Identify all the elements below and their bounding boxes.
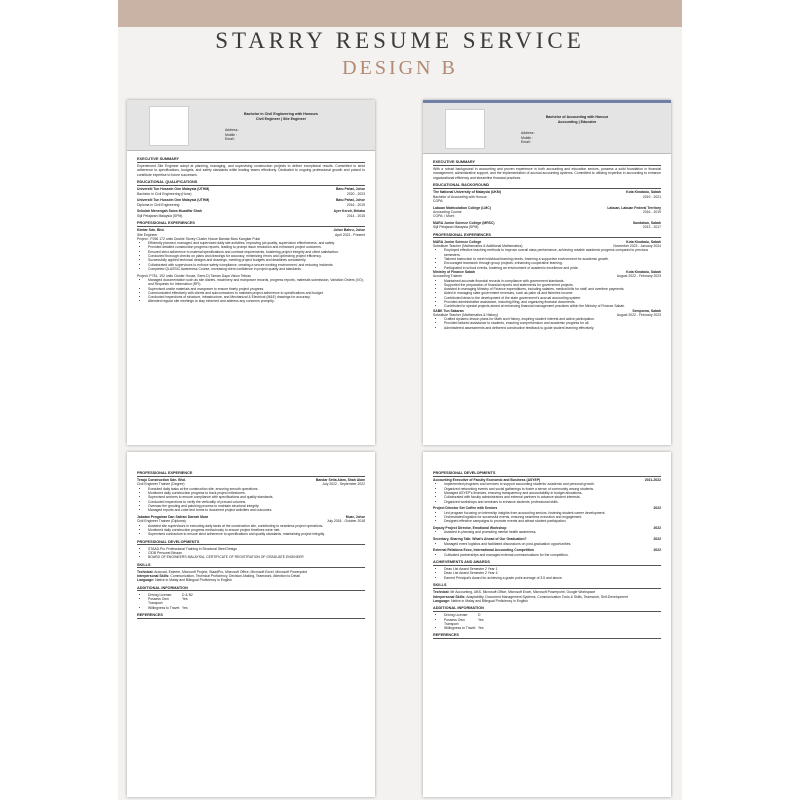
photo-placeholder xyxy=(445,109,485,149)
list-item: • Managed ASYEP's finances, ensuring transparency and accountability in budget allocations. xyxy=(444,491,661,495)
edu-school: Sekolah Menengah Sains Muzaffar Shah xyxy=(137,209,202,214)
list-item: • Contributed to special projects aimed at enhancing financial management practices within the Ministry of Finance Sabah. xyxy=(444,304,661,308)
exp-title: Site Engineer xyxy=(137,232,158,237)
info-key: • Driving License: xyxy=(444,613,469,618)
list-item: • Assisted in planning and promoting mental health awareness. xyxy=(444,530,661,534)
section-heading: PROFESSIONAL EXPERIENCES xyxy=(433,233,661,239)
dev-year: 2022 xyxy=(653,526,661,531)
list-item: • Completed QLASSIC Awareness Course, increasing client confidence in project quality and standards. xyxy=(148,267,365,271)
edu-years: 2014 - 2015 xyxy=(346,213,365,218)
resume-page-civil-engineer xyxy=(127,100,375,445)
job-date: July 2018 - October 2018 xyxy=(326,519,365,524)
list-item: • Implemented programs and services to support accounting students' academic and personal growth. xyxy=(444,482,661,486)
role-text: Accounting | Educator xyxy=(557,120,597,124)
dev-year: 2021-2022 xyxy=(644,478,661,483)
list-item: • Assisted site supervisors in executing daily tasks at the construction site, contributing to seamless project operations. xyxy=(148,524,365,528)
resume-header xyxy=(423,100,671,154)
skill-value: Mr Accounting, UBS, Microsoft Office, Microsoft Excel, Microsoft Powerpoint, Google Workspace xyxy=(450,590,596,595)
dev-title: External Relations Exco, International Accounting Competition xyxy=(433,548,535,553)
edu-place: Sandakan, Sabah xyxy=(632,221,661,226)
edu-place: Labuan, Labuan Federal Territory xyxy=(607,205,661,210)
list-item: • Dean List Award Semester 2 Year 1 xyxy=(444,567,661,571)
exp-place: Johor Bahru, Johor xyxy=(333,228,365,233)
contact-email: Email : xyxy=(521,140,532,145)
info-key: • Driving License: xyxy=(148,592,173,597)
list-item: • Designed effective campaigns to promote events and attract student participation. xyxy=(444,519,661,523)
list-item: • Supervised contractors to ensure strict adherence to specifications and quality standards, maintaining project integrity. xyxy=(148,532,365,536)
resume-body xyxy=(423,452,671,639)
summary-text: With a robust background in accounting and proven experience in both accounting and education sectors, possess a solid foundation in financial management, administrative support, and the implementation of accrual accounting systems. Committed to utilizing expertise in accounting to enhance organizational efficiency and streamline financial practices. xyxy=(433,167,661,180)
job-entry xyxy=(433,270,661,309)
edu-place: Kota Kinabalu, Sabah xyxy=(626,190,661,195)
bullet-list xyxy=(433,279,661,309)
job-title: Substitute Teacher (Mathematics & Additional Mathematics) xyxy=(433,244,523,249)
list-item: • Ensured strict adherence to material specifications and contract requirements, bolstering project integrity and client satisfaction. xyxy=(148,250,365,254)
section-heading: ADDITIONAL INFORMATION xyxy=(137,586,365,592)
list-item: • Provided detailed construction progress reports, leading to prompt issue resolution and enhanced project outcomes. xyxy=(148,245,365,249)
skill-label: Technical: xyxy=(137,569,154,574)
job-date: August 2022 - February 2023 xyxy=(616,274,661,279)
list-item: • Cultivated partnerships and managed external communications for the competition. xyxy=(444,553,661,557)
edu-school: The National University of Malaysia (UKM) xyxy=(433,190,501,195)
edu-school: Labuan Matriculation College (LMC) xyxy=(433,205,491,210)
skill-label: Language: xyxy=(433,598,451,603)
section-heading: REFERENCES xyxy=(137,613,365,619)
list-item: • Aided in managing state government revenues, such as palm oil and fisheries income. xyxy=(444,291,661,295)
contact-email: Email : xyxy=(225,137,236,142)
bullet-list xyxy=(137,593,365,610)
list-item: • Supervised onsite materials and manpower to ensure timely project progress. xyxy=(148,287,365,291)
edu-entry xyxy=(433,190,661,203)
skill-value: Communication, Technical Proficiency, Decision-Making, Teamwork, Attention to Detail xyxy=(170,574,300,579)
bullet-list xyxy=(137,524,365,537)
info-key: • Willingness to Travel: xyxy=(444,626,477,631)
exp-company: Kimtar Sdn. Bhd. xyxy=(137,228,165,233)
list-item: • Led program focusing on internship insights from accounting seniors, fostering student career development. xyxy=(444,511,661,515)
list-item: • Managed reports and cube test forms to document project activities and outcomes. xyxy=(148,508,365,512)
info-value: D & B2 xyxy=(182,592,193,597)
list-item: • Monitored daily construction progress to track project milestones. xyxy=(148,491,365,495)
list-item: • Conducted inspections to verify the verticality of precast columns. xyxy=(148,500,365,504)
job-company: MARA Junior Science College xyxy=(433,239,482,244)
info-value: Yes xyxy=(182,597,188,602)
info-value: Yes xyxy=(478,626,484,631)
list-item: • Supported the preparation of financial reports and statements for government projects. xyxy=(444,283,661,287)
resume-body xyxy=(423,154,671,330)
skill-label: Interpersonal Skills: xyxy=(137,574,170,579)
job-date: July 2022 - September 2022 xyxy=(322,482,365,487)
skill-value: Adaptability, Document Management Systems, Communication Tools & Skills, Teamwork, Self-Development xyxy=(466,594,628,599)
dev-entry xyxy=(433,506,661,523)
dev-title: Project Director Set Coffee with Seniors xyxy=(433,506,498,511)
list-item: • Conducted thorough checks on plans and drawings for accuracy, minimizing errors and optimizing project efficiency. xyxy=(148,254,365,258)
bullet-list xyxy=(137,241,365,271)
dev-entry xyxy=(433,548,661,557)
skill-line xyxy=(137,578,365,582)
skill-value: Native in Malay and Bilingual Proficiency in English xyxy=(155,578,232,583)
contact-mobile: Mobile : xyxy=(521,135,533,140)
edu-course: Accounting Course xyxy=(433,209,462,214)
section-heading: PROFESSIONAL DEVELOPMENTS xyxy=(433,471,661,477)
info-key: • Willingness to Travel: xyxy=(148,605,181,610)
bullet-list xyxy=(137,278,365,304)
skill-line xyxy=(433,599,661,603)
bullet-list xyxy=(433,567,661,580)
job-place: Kota Kinabalu, Sabah xyxy=(626,269,661,274)
list-item: • Supervised workers to ensure compliance with specifications and quality standards. xyxy=(148,495,365,499)
list-item: • Conducted inspections of structure, infrastructure, and Mechanical & Electrical (M&E) drawings for accuracy. xyxy=(148,295,365,299)
list-item: • Encouraged teamwork through group projects, enhancing cooperative learning. xyxy=(444,261,661,265)
list-item: • Attended regular site meetings to stay informed and address any concerns promptly. xyxy=(148,299,365,303)
skill-label: Technical: xyxy=(433,590,450,595)
list-item xyxy=(444,618,661,627)
section-heading: ACHIEVEMENTS AND AWARDS xyxy=(433,560,661,566)
skill-value: Native in Malay and Bilingual Proficiency in English xyxy=(451,598,528,603)
list-item: • Executed daily tasks at the construction site, ensuring smooth operations. xyxy=(148,487,365,491)
resume-page-accounting xyxy=(423,100,671,445)
resume-body xyxy=(127,151,375,304)
edu-course: Diploma in Civil Engineering xyxy=(137,202,180,207)
edu-extra: CGPA: xyxy=(433,198,444,203)
info-key: • Possess Own Transport: xyxy=(148,597,169,606)
job-date: August 2022 - February 2023 xyxy=(616,312,661,317)
edu-place: Batu Pahat, Johor xyxy=(335,187,365,192)
list-item: • Tailored instruction to meet individual learning needs, fostering a supportive environment for academic growth. xyxy=(444,257,661,261)
list-item: • Monitored daily construction progress meticulously to ensure project timelines were met. xyxy=(148,528,365,532)
list-item: • Orchestrated logistics for successful events, ensuring seamless execution and engagement. xyxy=(444,515,661,519)
project-title: Project: P781, 192 units Cluster House, Semi-D) Taman Daya Vision Tebrau xyxy=(137,273,252,278)
list-item: • Communicated effectively with clients and subcontractors to maintain project adherence to specifications and budget. xyxy=(148,291,365,295)
contact-block xyxy=(225,128,239,142)
list-item: • Managed documentation such as site diaries, machinery and manpower records, progress reports, materials submission, Variation Orders (VO), and Requests for Information (RFI). xyxy=(148,278,365,287)
resume-header xyxy=(127,100,375,151)
edu-school: Universiti Tun Hussein Onn Malaysia (UTHM) xyxy=(137,198,210,203)
edu-years: 2013 - 2017 xyxy=(642,225,661,230)
design-subtitle: DESIGN B xyxy=(342,57,458,79)
photo-placeholder xyxy=(149,106,189,146)
section-heading: EDUCATIONAL QUALIFICATIONS xyxy=(137,180,365,186)
list-item: • Efficiently planned, managed, and supervised daily site activities, improving job quality, supervision effectiveness, and safety. xyxy=(148,241,365,245)
dev-title: Accounting Executive of Faculty Economic and Business (ASYEP) xyxy=(433,478,541,483)
bullet-list xyxy=(433,248,661,269)
list-item: • Assisted in managing Ministry of Finance expenditures, including salaries, medical bills for staff, and overtime payments. xyxy=(444,287,661,291)
list-item: • Participated in school events, fostering an environment of academic excellence and pride. xyxy=(444,266,661,270)
dev-year: 2022 xyxy=(653,506,661,511)
list-item: • BOARD OF ENGINEERS MALAYSIA, CERTIFICATE OF REGISTRATION OF GRADUATE ENGINEER xyxy=(148,555,365,559)
list-item: • Provided tailored assistance to students, ensuring comprehension and academic progress for all. xyxy=(444,321,661,325)
job-title: Substitute Teacher (Mathematics & History) xyxy=(433,312,499,317)
edu-years: 2016 - 2019 xyxy=(642,209,661,214)
edu-entry xyxy=(137,187,365,196)
list-item: • Collaborated with faculty administrators and external partners to advance student interests. xyxy=(444,495,661,499)
job-entry xyxy=(137,478,365,512)
resume-page-civil-engineer-2 xyxy=(127,452,375,797)
edu-extra: CGPA: / Muet: xyxy=(433,214,455,219)
degree-title xyxy=(493,115,661,125)
list-item xyxy=(148,597,365,606)
job-company: SABK Tun Sakaran xyxy=(433,308,464,313)
section-heading: PROFESSIONAL EXPERIENCES xyxy=(137,221,365,227)
degree-text: Bachelor in Civil Engineering with Honours xyxy=(244,112,318,116)
job-company: Ministry of Finance Sabah xyxy=(433,269,476,274)
dev-entry xyxy=(433,537,661,546)
dev-title: Secretary, Sharing Talk: What's Ahead of Our Graduation? xyxy=(433,537,527,542)
bullet-list xyxy=(433,482,661,503)
top-banner-bar xyxy=(118,0,682,27)
degree-title xyxy=(197,112,365,122)
list-item xyxy=(444,626,661,630)
section-heading: REFERENCES xyxy=(433,633,661,639)
list-item: • Dean List Award Semester 2 Year 4 xyxy=(444,571,661,575)
dev-title: Deputy Project Director, Emotional Workshop xyxy=(433,526,507,531)
exp-date: April 2023 - Present xyxy=(335,232,365,237)
job-place: Muar, Johor xyxy=(345,515,365,520)
bullet-list xyxy=(433,317,661,330)
list-item: • Provided administrative assistance, including filing, and organizing financial documents. xyxy=(444,300,661,304)
bullet-list xyxy=(137,547,365,560)
list-item xyxy=(148,606,365,610)
job-date: November 2023 - January 2024 xyxy=(613,244,661,249)
project-title: Project : P256 172 units Double Storey Cluster House Bandar Baru Kangkar Pulai xyxy=(137,236,260,241)
info-value: D xyxy=(478,613,481,618)
edu-school: MARA Junior Science College (MRSC) xyxy=(433,221,495,226)
job-entry xyxy=(433,309,661,330)
info-key: • Possess Own Transport: xyxy=(444,617,465,626)
edu-entry xyxy=(137,198,365,207)
bullet-list xyxy=(137,487,365,513)
skill-label: Interpersonal Skills: xyxy=(433,594,466,599)
bullet-list xyxy=(433,613,661,630)
list-item: • Managed event logistics and facilitated discussions on post-graduation opportunities. xyxy=(444,542,661,546)
list-item: • Earned Principal's Award for achieving a grade point average of 3.5 and above. xyxy=(444,576,661,580)
list-item: • Administered assessments and delivered constructive feedback to guide student learning effectively. xyxy=(444,326,661,330)
section-heading: ADDITIONAL INFORMATION xyxy=(433,606,661,612)
edu-course: Sijil Pelajaran Malaysia (SPM) xyxy=(433,225,479,230)
list-item: • Successfully applied technical designs and drawings, meeting project budgets and deadlines consistently. xyxy=(148,258,365,262)
list-item: • STAAD.Pro Professional Training in Structural Steel Design xyxy=(148,547,365,551)
edu-place: Batu Pahat, Johor xyxy=(335,198,365,203)
dev-entry xyxy=(433,478,661,504)
section-heading: EXECUTIVE SUMMARY xyxy=(137,157,365,163)
info-value: Yes xyxy=(478,617,484,622)
list-item: • Contributed ideas to the development of the state government's accrual accounting system. xyxy=(444,296,661,300)
section-heading: EXECUTIVE SUMMARY xyxy=(433,160,661,166)
role-text: Civil Engineer | Site Engineer xyxy=(256,117,306,121)
contact-block xyxy=(521,131,535,145)
contact-mobile: Mobile : xyxy=(225,132,237,137)
edu-years: 2019 - 2021 xyxy=(642,194,661,199)
job-company: Jabatan Pengairan Dan Saliran Daerah Muar xyxy=(137,515,209,520)
dev-entry xyxy=(433,526,661,535)
list-item: • Maintained accurate financial records in compliance with government standards. xyxy=(444,279,661,283)
info-value: Yes xyxy=(182,605,188,610)
section-heading: SKILLS xyxy=(433,583,661,589)
list-item: • Organized workshops and seminars to enhance students' professional skills. xyxy=(444,500,661,504)
summary-text: Experienced Site Engineer adept at planning, managing, and supervising construction projects to deliver exceptional results. Committed to strict adherence to specifications, budgets, and safety standards while leading teams effectively. Dedicated to ongoing professional growth and poised to contribute expertise to future successes. xyxy=(137,164,365,177)
skill-value: Autocad, Esteem, Microsoft Project, StaadPro, Microsoft Office, Microsoft Excel, Microsoft Powerpoint xyxy=(154,569,308,574)
list-item: • CIDB Personel Binaan xyxy=(148,551,365,555)
section-heading: SKILLS xyxy=(137,563,365,569)
edu-entry xyxy=(433,221,661,230)
dev-year: 2022 xyxy=(653,537,661,542)
edu-school: Universiti Tun Hussein Onn Malaysia (UTHM) xyxy=(137,187,210,192)
service-title: STARRY RESUME SERVICE xyxy=(215,28,585,53)
job-place: Semporna, Sabah xyxy=(632,308,661,313)
job-entry xyxy=(137,515,365,536)
job-title: Civil Engineer Trainee (Diploma) xyxy=(137,519,186,524)
edu-years: 2016 - 2019 xyxy=(346,202,365,207)
edu-place: Ayer Keroh, Melaka xyxy=(333,209,365,214)
job-title: Accounting Trainee xyxy=(433,274,463,279)
edu-years: 2020 - 2023 xyxy=(346,191,365,196)
list-item: • Crafted dynamic lesson plans for Math and History, inspiring student interest and active participation. xyxy=(444,317,661,321)
section-heading: PROFESSIONAL EXPERIENCE xyxy=(137,471,365,477)
resume-page-accounting-2 xyxy=(423,452,671,797)
job-company: Teraju Construction Sdn. Bhd. xyxy=(137,478,186,483)
list-item: • Collaborated with supervisors to enforce safety compliance, creating a secure working environment, and reducing incidents. xyxy=(148,263,365,267)
job-place: Kota Kinabalu, Sabah xyxy=(626,239,661,244)
dev-year: 2022 xyxy=(653,548,661,553)
job-title: Civil Engineer Trainee (Degree) xyxy=(137,482,185,487)
list-item: • Oversaw the grouting and patching process to maintain structural integrity. xyxy=(148,504,365,508)
section-heading: EDUCATIONAL BACKGROUND xyxy=(433,183,661,189)
list-item: • Organized networking events and social gatherings to foster a sense of community among students. xyxy=(444,487,661,491)
degree-text: Bachelor of Accounting with Honour xyxy=(545,115,609,119)
contact-address: Address : xyxy=(225,128,240,132)
edu-course: Bachelor in Civil Engineering (Hons) xyxy=(137,191,192,196)
contact-address: Address : xyxy=(521,131,536,135)
edu-entry xyxy=(433,206,661,219)
edu-course: Sijil Pelajaran Malaysia (SPM) xyxy=(137,213,183,218)
list-item: • Employed effective teaching methods to improve overall class performance, achieving notable academic progress compared to previous semesters. xyxy=(444,248,661,257)
edu-entry xyxy=(137,209,365,218)
edu-course: Bachelor of Accounting with Honour xyxy=(433,194,487,199)
job-entry xyxy=(433,240,661,270)
bullet-list xyxy=(433,553,661,557)
resume-body xyxy=(127,452,375,619)
job-place: Bandar Setia Alam, Shah Alam xyxy=(315,478,365,483)
bullet-list xyxy=(433,511,661,524)
skill-label: Language: xyxy=(137,578,155,583)
section-heading: PROFESSIONAL DEVELOPMENTS xyxy=(137,540,365,546)
